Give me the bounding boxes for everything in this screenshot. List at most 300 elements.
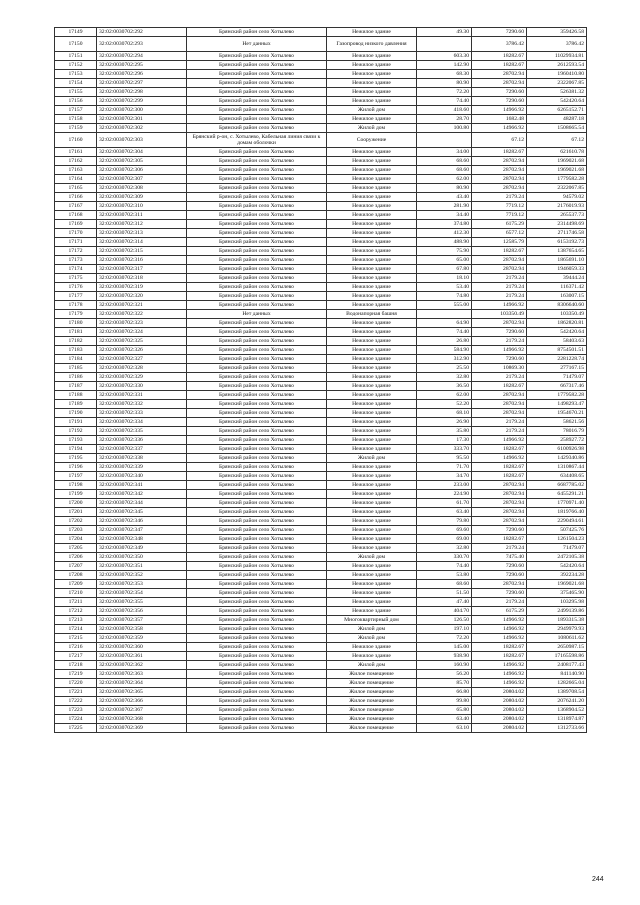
table-row [55, 79, 587, 88]
cadastral-number-cell: 32:02:0030702:354 [97, 589, 187, 598]
cadastral-value-cell: 1946059.33 [527, 265, 587, 274]
table-row [55, 193, 587, 202]
row-index-cell: 17187 [55, 382, 97, 391]
object-purpose-cell: Нежилое здание [327, 328, 417, 337]
specific-value-cell: 18282.67 [472, 445, 527, 454]
cadastral-value-cell: 1429340.86 [527, 454, 587, 463]
table-row [55, 202, 587, 211]
specific-value-cell: 2179.24 [472, 418, 527, 427]
table-row [55, 364, 587, 373]
area-cell: 43.40 [417, 193, 472, 202]
address-cell: Брянский район село Хотылево [187, 706, 327, 715]
row-index-cell: 17168 [55, 211, 97, 220]
object-purpose-cell: Сооружение [327, 133, 417, 148]
cadastral-number-cell: 32:02:0030702:330 [97, 382, 187, 391]
cadastral-number-cell: 32:02:0030702:337 [97, 445, 187, 454]
specific-value-cell: 28702.94 [472, 319, 527, 328]
row-index-cell: 17156 [55, 97, 97, 106]
cadastral-number-cell: 32:02:0030702:315 [97, 247, 187, 256]
object-purpose-cell: Нежилое здание [327, 499, 417, 508]
area-cell: 555.00 [417, 301, 472, 310]
table-row [55, 454, 587, 463]
object-purpose-cell: Нежилое здание [327, 256, 417, 265]
cadastral-number-cell: 32:02:0030702:328 [97, 364, 187, 373]
area-cell: 47.40 [417, 598, 472, 607]
object-purpose-cell: Нежилое здание [327, 301, 417, 310]
cadastral-number-cell: 32:02:0030702:357 [97, 616, 187, 625]
object-purpose-cell: Нежилое здание [327, 427, 417, 436]
table-row [55, 220, 587, 229]
cadastral-value-cell: 1969021.68 [527, 580, 587, 589]
table-row [55, 373, 587, 382]
specific-value-cell: 18282.67 [472, 247, 527, 256]
address-cell: Брянский район село Хотылево [187, 124, 327, 133]
table-row [55, 229, 587, 238]
object-purpose-cell: Нежилое здание [327, 157, 417, 166]
row-index-cell: 17191 [55, 418, 97, 427]
cadastral-value-cell: 2176019.93 [527, 202, 587, 211]
object-purpose-cell: Жилой дом [327, 661, 417, 670]
object-purpose-cell: Нежилое здание [327, 346, 417, 355]
area-cell: 66.80 [417, 688, 472, 697]
object-purpose-cell: Нежилое здание [327, 274, 417, 283]
cadastral-value-cell: 8306640.60 [527, 301, 587, 310]
table-row [55, 37, 587, 52]
cadastral-number-cell: 32:02:0030702:364 [97, 679, 187, 688]
row-index-cell: 17149 [55, 28, 97, 37]
cadastral-number-cell: 32:02:0030702:293 [97, 37, 187, 52]
cadastral-number-cell: 32:02:0030702:320 [97, 292, 187, 301]
area-cell: 233.00 [417, 481, 472, 490]
row-index-cell: 17188 [55, 391, 97, 400]
address-cell: Брянский район село Хотылево [187, 328, 327, 337]
cadastral-number-cell: 32:02:0030702:294 [97, 52, 187, 61]
table-row [55, 580, 587, 589]
specific-value-cell: 7475.40 [472, 553, 527, 562]
cadastral-number-cell: 32:02:0030702:338 [97, 454, 187, 463]
cadastral-value-cell: 265537.73 [527, 211, 587, 220]
specific-value-cell: 28702.94 [472, 70, 527, 79]
row-index-cell: 17172 [55, 247, 97, 256]
object-purpose-cell: Многоквартирный дом [327, 616, 417, 625]
address-cell: Брянский район село Хотылево [187, 61, 327, 70]
row-index-cell: 17219 [55, 670, 97, 679]
cadastral-number-cell: 32:02:0030702:297 [97, 79, 187, 88]
area-cell: 28.70 [417, 115, 472, 124]
specific-value-cell: 28702.94 [472, 391, 527, 400]
row-index-cell: 17199 [55, 490, 97, 499]
cadastral-number-cell: 32:02:0030702:341 [97, 481, 187, 490]
address-cell: Брянский район село Хотылево [187, 454, 327, 463]
specific-value-cell: 7290.60 [472, 526, 527, 535]
cadastral-number-cell: 32:02:0030702:295 [97, 61, 187, 70]
cadastral-value-cell: 841140.90 [527, 670, 587, 679]
area-cell: 99.80 [417, 697, 472, 706]
cadastral-value-cell: 2499139.86 [527, 607, 587, 616]
address-cell: Брянский район село Хотылево [187, 193, 327, 202]
address-cell: Брянский район село Хотылево [187, 697, 327, 706]
row-index-cell: 17212 [55, 607, 97, 616]
area-cell: 68.60 [417, 166, 472, 175]
cadastral-number-cell: 32:02:0030702:344 [97, 499, 187, 508]
table-row [55, 706, 587, 715]
object-purpose-cell: Нежилое здание [327, 607, 417, 616]
table-row [55, 328, 587, 337]
table-row [55, 679, 587, 688]
specific-value-cell: 28702.94 [472, 256, 527, 265]
address-cell: Брянский район село Хотылево [187, 274, 327, 283]
address-cell: Брянский район село Хотылево [187, 148, 327, 157]
address-cell: Брянский район село Хотылево [187, 115, 327, 124]
cadastral-number-cell: 32:02:0030702:324 [97, 328, 187, 337]
address-cell: Брянский район село Хотылево [187, 589, 327, 598]
specific-value-cell: 18282.67 [472, 463, 527, 472]
table-body [55, 28, 587, 733]
address-cell: Брянский район село Хотылево [187, 247, 327, 256]
cadastral-number-cell: 32:02:0030702:366 [97, 697, 187, 706]
cadastral-value-cell: 1770971.40 [527, 499, 587, 508]
row-index-cell: 17200 [55, 499, 97, 508]
specific-value-cell: 18282.67 [472, 535, 527, 544]
address-cell: Брянский район село Хотылево [187, 571, 327, 580]
table-row [55, 418, 587, 427]
specific-value-cell: 6175.29 [472, 220, 527, 229]
object-purpose-cell: Нежилое здание [327, 643, 417, 652]
area-cell: 72.20 [417, 88, 472, 97]
specific-value-cell: 7290.60 [472, 562, 527, 571]
specific-value-cell: 2179.24 [472, 427, 527, 436]
row-index-cell: 17185 [55, 364, 97, 373]
row-index-cell: 17157 [55, 106, 97, 115]
address-cell: Брянский район село Хотылево [187, 679, 327, 688]
specific-value-cell: 20804.02 [472, 715, 527, 724]
row-index-cell: 17181 [55, 328, 97, 337]
row-index-cell: 17165 [55, 184, 97, 193]
object-purpose-cell: Нежилое здание [327, 445, 417, 454]
address-cell: Брянский район село Хотылево [187, 490, 327, 499]
area-cell: 224.90 [417, 490, 472, 499]
area-cell [417, 310, 472, 319]
table-row [55, 301, 587, 310]
object-purpose-cell: Нежилое здание [327, 436, 417, 445]
cadastral-number-cell: 32:02:0030702:346 [97, 517, 187, 526]
row-index-cell: 17176 [55, 283, 97, 292]
row-index-cell: 17213 [55, 616, 97, 625]
address-cell: Брянский район село Хотылево [187, 355, 327, 364]
cadastral-number-cell: 32:02:0030702:367 [97, 706, 187, 715]
area-cell: 197.10 [417, 625, 472, 634]
area-cell: 62.00 [417, 175, 472, 184]
cadastral-number-cell: 32:02:0030702:358 [97, 625, 187, 634]
table-row [55, 652, 587, 661]
area-cell: 74.40 [417, 328, 472, 337]
area-cell: 488.90 [417, 238, 472, 247]
cadastral-number-cell: 32:02:0030702:345 [97, 508, 187, 517]
cadastral-number-cell: 32:02:0030702:298 [97, 88, 187, 97]
cadastral-value-cell: 634408.65 [527, 472, 587, 481]
row-index-cell: 17164 [55, 175, 97, 184]
object-purpose-cell: Жилое помещение [327, 715, 417, 724]
area-cell: 56.20 [417, 670, 472, 679]
row-index-cell: 17173 [55, 256, 97, 265]
row-index-cell: 17154 [55, 79, 97, 88]
cadastral-value-cell: 1318974.87 [527, 715, 587, 724]
cadastral-value-cell: 2076241.20 [527, 697, 587, 706]
object-purpose-cell: Жилое помещение [327, 688, 417, 697]
cadastral-value-cell: 1387654.65 [527, 247, 587, 256]
table-row [55, 133, 587, 148]
specific-value-cell: 28702.94 [472, 184, 527, 193]
cadastral-value-table [54, 27, 587, 733]
row-index-cell: 17222 [55, 697, 97, 706]
address-cell: Брянский район село Хотылево [187, 517, 327, 526]
table-row [55, 616, 587, 625]
specific-value-cell: 67.12 [472, 133, 527, 148]
table-row [55, 724, 587, 733]
table-row [55, 148, 587, 157]
row-index-cell: 17223 [55, 706, 97, 715]
cadastral-value-cell: 1893315.38 [527, 616, 587, 625]
address-cell: Брянский район село Хотылево [187, 643, 327, 652]
row-index-cell: 17203 [55, 526, 97, 535]
address-cell: Брянский район село Хотылево [187, 553, 327, 562]
object-purpose-cell: Нежилое здание [327, 598, 417, 607]
area-cell: 32.80 [417, 373, 472, 382]
address-cell: Брянский район село Хотылево [187, 625, 327, 634]
object-purpose-cell: Нежилое здание [327, 265, 417, 274]
specific-value-cell: 28702.94 [472, 517, 527, 526]
table-row [55, 553, 587, 562]
address-cell: Брянский район село Хотылево [187, 319, 327, 328]
table-row [55, 427, 587, 436]
area-cell: 51.50 [417, 589, 472, 598]
cadastral-value-cell: 1862820.81 [527, 319, 587, 328]
area-cell: 52.20 [417, 400, 472, 409]
table-row [55, 310, 587, 319]
object-purpose-cell: Нежилое здание [327, 70, 417, 79]
area-cell: 68.30 [417, 70, 472, 79]
address-cell: Брянский район село Хотылево [187, 97, 327, 106]
cadastral-number-cell: 32:02:0030702:323 [97, 319, 187, 328]
specific-value-cell: 20804.02 [472, 724, 527, 733]
area-cell: 72.20 [417, 634, 472, 643]
object-purpose-cell: Жилой дом [327, 124, 417, 133]
specific-value-cell: 14966.92 [472, 436, 527, 445]
specific-value-cell: 10869.30 [472, 364, 527, 373]
cadastral-value-cell: 526381.32 [527, 88, 587, 97]
address-cell: Брянский район село Хотылево [187, 544, 327, 553]
object-purpose-cell: Жилой дом [327, 454, 417, 463]
row-index-cell: 17214 [55, 625, 97, 634]
table-row [55, 247, 587, 256]
page-number: 244 [592, 876, 604, 883]
address-cell: Брянский район село Хотылево [187, 337, 327, 346]
specific-value-cell: 20804.02 [472, 688, 527, 697]
address-cell: Брянский район село Хотылево [187, 373, 327, 382]
object-purpose-cell: Нежилое здание [327, 544, 417, 553]
cadastral-number-cell: 32:02:0030702:318 [97, 274, 187, 283]
address-cell: Брянский район село Хотылево [187, 445, 327, 454]
specific-value-cell: 7290.60 [472, 355, 527, 364]
row-index-cell: 17151 [55, 52, 97, 61]
area-cell: 100.80 [417, 124, 472, 133]
cadastral-number-cell: 32:02:0030702:292 [97, 28, 187, 37]
cadastral-number-cell: 32:02:0030702:349 [97, 544, 187, 553]
row-index-cell: 17167 [55, 202, 97, 211]
table-row [55, 337, 587, 346]
cadastral-value-cell: 39444.24 [527, 274, 587, 283]
cadastral-value-cell: 507425.76 [527, 526, 587, 535]
table-row [55, 256, 587, 265]
cadastral-value-cell: 2711746.58 [527, 229, 587, 238]
cadastral-value-cell: 2314498.69 [527, 220, 587, 229]
address-cell: Брянский район село Хотылево [187, 79, 327, 88]
area-cell: 603.30 [417, 52, 472, 61]
table-row [55, 292, 587, 301]
cadastral-value-cell: 2472105.38 [527, 553, 587, 562]
address-cell: Брянский район село Хотылево [187, 229, 327, 238]
area-cell: 80.90 [417, 184, 472, 193]
specific-value-cell: 28702.94 [472, 157, 527, 166]
area-cell: 160.90 [417, 661, 472, 670]
row-index-cell: 17195 [55, 454, 97, 463]
specific-value-cell: 7719.12 [472, 211, 527, 220]
area-cell: 26.80 [417, 337, 472, 346]
address-cell: Брянский район село Хотылево [187, 256, 327, 265]
area-cell: 35.80 [417, 427, 472, 436]
address-cell: Брянский район село Хотылево [187, 562, 327, 571]
specific-value-cell: 14966.92 [472, 106, 527, 115]
area-cell: 126.50 [417, 616, 472, 625]
cadastral-value-cell: 58403.63 [527, 337, 587, 346]
cadastral-number-cell: 32:02:0030702:329 [97, 373, 187, 382]
row-index-cell: 17205 [55, 544, 97, 553]
row-index-cell: 17216 [55, 643, 97, 652]
row-index-cell: 17171 [55, 238, 97, 247]
row-index-cell: 17194 [55, 445, 97, 454]
table-row [55, 88, 587, 97]
cadastral-value-cell: 258927.72 [527, 436, 587, 445]
object-purpose-cell: Жилой дом [327, 634, 417, 643]
table-row [55, 589, 587, 598]
cadastral-value-cell: 48287.18 [527, 115, 587, 124]
specific-value-cell: 6175.29 [472, 607, 527, 616]
row-index-cell: 17196 [55, 463, 97, 472]
cadastral-value-cell: 163007.15 [527, 292, 587, 301]
cadastral-number-cell: 32:02:0030702:322 [97, 310, 187, 319]
object-purpose-cell: Нежилое здание [327, 535, 417, 544]
table-row [55, 697, 587, 706]
table-row [55, 517, 587, 526]
cadastral-value-cell: 2612593.54 [527, 61, 587, 70]
area-cell: 312.90 [417, 355, 472, 364]
row-index-cell: 17224 [55, 715, 97, 724]
cadastral-number-cell: 32:02:0030702:360 [97, 643, 187, 652]
area-cell: 142.90 [417, 61, 472, 70]
address-cell: Брянский район село Хотылево [187, 472, 327, 481]
table-row [55, 355, 587, 364]
row-index-cell: 17190 [55, 409, 97, 418]
row-index-cell: 17209 [55, 580, 97, 589]
cadastral-number-cell: 32:02:0030702:352 [97, 571, 187, 580]
specific-value-cell: 14966.92 [472, 616, 527, 625]
cadastral-value-cell: 1368904.52 [527, 706, 587, 715]
area-cell: 69.00 [417, 535, 472, 544]
object-purpose-cell: Нежилое здание [327, 175, 417, 184]
row-index-cell: 17162 [55, 157, 97, 166]
address-cell: Брянский район село Хотылево [187, 661, 327, 670]
cadastral-number-cell: 32:02:0030702:309 [97, 193, 187, 202]
table-row [55, 562, 587, 571]
cadastral-number-cell: 32:02:0030702:296 [97, 70, 187, 79]
cadastral-value-cell: 277167.15 [527, 364, 587, 373]
address-cell: Брянский район село Хотылево [187, 28, 327, 37]
table-row [55, 238, 587, 247]
address-cell: Брянский район село Хотылево [187, 436, 327, 445]
specific-value-cell: 14966.92 [472, 670, 527, 679]
cadastral-value-cell: 1261504.23 [527, 535, 587, 544]
cadastral-value-cell: 359426.58 [527, 28, 587, 37]
table-row [55, 526, 587, 535]
address-cell: Брянский район село Хотылево [187, 409, 327, 418]
area-cell: 36.50 [417, 382, 472, 391]
object-purpose-cell: Нежилое здание [327, 247, 417, 256]
table-row [55, 571, 587, 580]
area-cell: 333.70 [417, 445, 472, 454]
address-cell: Брянский район село Хотылево [187, 598, 327, 607]
address-cell: Брянский район село Хотылево [187, 211, 327, 220]
address-cell: Брянский район село Хотылево [187, 418, 327, 427]
cadastral-number-cell: 32:02:0030702:327 [97, 355, 187, 364]
address-cell: Брянский район село Хотылево [187, 580, 327, 589]
row-index-cell: 17169 [55, 220, 97, 229]
cadastral-value-cell: 71479.07 [527, 373, 587, 382]
cadastral-number-cell: 32:02:0030702:319 [97, 283, 187, 292]
table-row [55, 28, 587, 37]
row-index-cell: 17166 [55, 193, 97, 202]
table-row [55, 445, 587, 454]
address-cell: Брянский район село Хотылево [187, 382, 327, 391]
cadastral-number-cell: 32:02:0030702:334 [97, 418, 187, 427]
cadastral-number-cell: 32:02:0030702:359 [97, 634, 187, 643]
cadastral-number-cell: 32:02:0030702:331 [97, 391, 187, 400]
cadastral-value-cell: 1080611.62 [527, 634, 587, 643]
cadastral-number-cell: 32:02:0030702:353 [97, 580, 187, 589]
table-row [55, 598, 587, 607]
row-index-cell: 17215 [55, 634, 97, 643]
address-cell: Брянский район село Хотылево [187, 526, 327, 535]
table-row [55, 499, 587, 508]
object-purpose-cell: Нежилое здание [327, 229, 417, 238]
area-cell: 79.80 [417, 517, 472, 526]
table-row [55, 184, 587, 193]
specific-value-cell: 28702.94 [472, 166, 527, 175]
cadastral-value-cell: 6687785.02 [527, 481, 587, 490]
object-purpose-cell: Жилое помещение [327, 670, 417, 679]
address-cell: Брянский район село Хотылево [187, 607, 327, 616]
address-cell: Брянский район село Хотылево [187, 220, 327, 229]
cadastral-number-cell: 32:02:0030702:314 [97, 238, 187, 247]
object-purpose-cell: Жилой дом [327, 625, 417, 634]
cadastral-number-cell: 32:02:0030702:316 [97, 256, 187, 265]
specific-value-cell: 14966.92 [472, 634, 527, 643]
cadastral-value-cell: 11029934.81 [527, 52, 587, 61]
object-purpose-cell: Нежилое здание [327, 292, 417, 301]
area-cell [417, 133, 472, 148]
specific-value-cell: 28702.94 [472, 265, 527, 274]
cadastral-value-cell: 6455291.21 [527, 490, 587, 499]
area-cell: 68.60 [417, 580, 472, 589]
